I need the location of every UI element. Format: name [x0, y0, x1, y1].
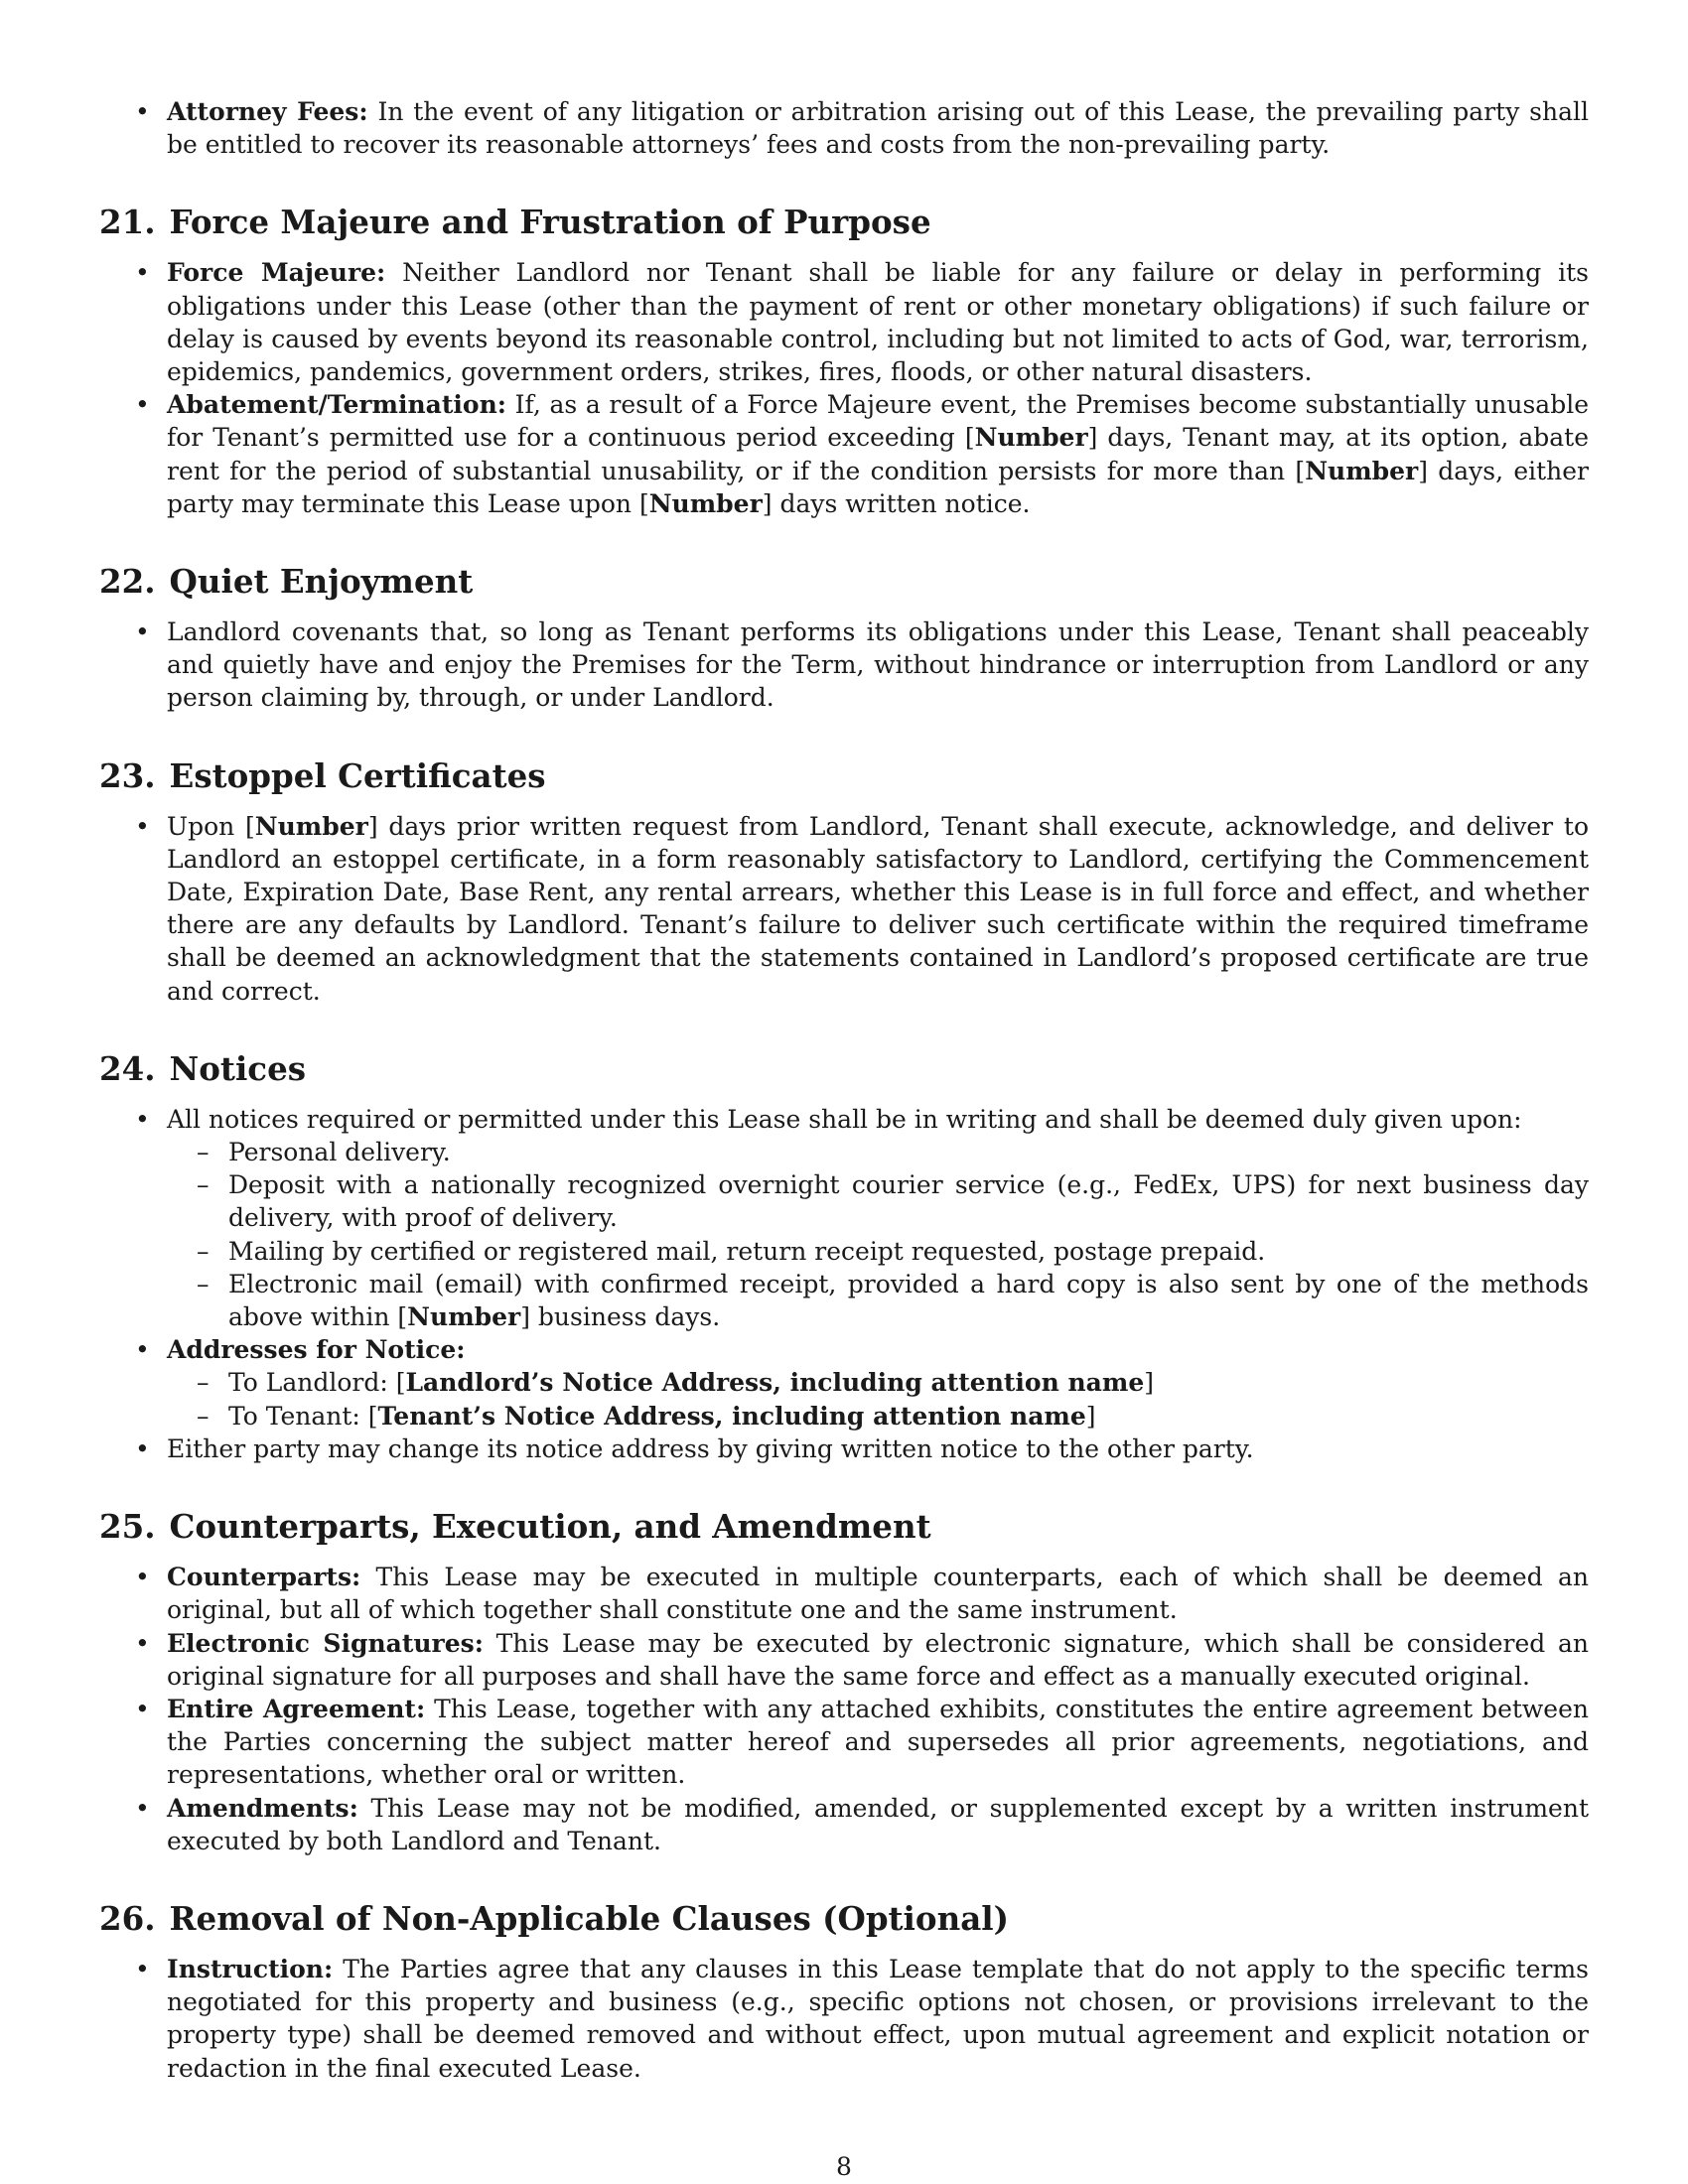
section-number: 22.	[99, 562, 156, 602]
clause-text: ]	[1144, 1368, 1154, 1398]
delivery-method	[167, 1268, 1589, 1333]
section-number: 23.	[99, 755, 156, 795]
section-title: Estoppel Certificates	[169, 755, 546, 795]
section-26-list	[99, 1953, 1589, 2085]
clause-label: Addresses for Notice:	[167, 1335, 466, 1365]
clause-text: To Landlord: [	[228, 1368, 406, 1398]
delivery-methods-list	[167, 1136, 1589, 1333]
placeholder-number: Number	[974, 423, 1088, 453]
document-page	[99, 95, 1589, 2085]
clause-label: Abatement/Termination:	[167, 390, 507, 420]
clause-text: Upon [	[167, 811, 255, 841]
section-25-heading	[99, 1507, 1589, 1547]
clause-text: In the event of any litigation or arbitration arising out of this Lease, the prevailing party shall be entitled to recover its reasonable attorneys’ fees and costs from the non-prevailing party.	[167, 97, 1589, 160]
clause-text: If, as a result of a Force Majeure event, the Premises become substantially unusable for Tenant’s permitted use for a continuous period exceeding [	[167, 390, 1589, 453]
placeholder-number: Number	[407, 1302, 521, 1332]
section-22-heading	[99, 562, 1589, 602]
section-title: Force Majeure and Frustration of Purpose	[169, 203, 931, 242]
section-26-heading	[99, 1899, 1589, 1939]
clause-label: Amendments:	[167, 1793, 358, 1823]
attorney-fees-list	[99, 95, 1589, 161]
section-title: Quiet Enjoyment	[169, 562, 474, 602]
section-21-list	[99, 256, 1589, 520]
force-majeure-clause	[99, 256, 1589, 388]
clause-label: Entire Agreement:	[167, 1694, 426, 1723]
entire-agreement-clause	[99, 1693, 1589, 1792]
clause-text: Neither Landlord nor Tenant shall be liable for any failure or delay in performing its obligations under this Lease (other than the payment of rent or other monetary obligations) if such failure or delay is caused by events beyond its reasonable control, including but not limited to acts of God, war, terrorism, epidemics, pandemics, government orders, strikes, fires, floods, or other natural disasters.	[167, 258, 1589, 387]
clause-text: ] days, Tenant may, at its option, abate rent for the period of substantial unusability, or if the condition persists for more than [	[167, 423, 1590, 485]
clause-text: This Lease, together with any attached exhibits, constitutes the entire agreement between the Parties concerning the subject matter hereof and supersedes all prior agreements, negotiations, and representations, whether oral or written.	[167, 1694, 1589, 1790]
section-21-heading	[99, 203, 1589, 242]
page-number: 8	[836, 2152, 852, 2181]
clause-text: ] days, either party may terminate this Lease upon [	[167, 456, 1590, 518]
section-title: Counterparts, Execution, and Amendment	[169, 1507, 931, 1547]
clause-label: Counterparts:	[167, 1563, 361, 1592]
delivery-method: – Personal delivery.	[167, 1136, 1589, 1168]
placeholder-address: Landlord’s Notice Address, including attention name	[405, 1368, 1145, 1398]
placeholder-number: Number	[254, 811, 368, 841]
clause-text: All notices required or permitted under this Lease shall be in writing and shall be deemed duly given upon:	[167, 1104, 1522, 1134]
clause-label: Electronic Signatures:	[167, 1628, 484, 1658]
clause-text: ] days written notice.	[762, 488, 1031, 518]
placeholder-number: Number	[648, 488, 763, 518]
section-title: Notices	[169, 1048, 307, 1088]
quiet-enjoyment-clause: • Landlord covenants that, so long as Tenant performs its obligations under this Lease, Tenant shall peaceably and quietly have and enjoy the Premises for the Term, without hindrance or interruption from Landlord or any person claiming by, through, or under Landlord.	[99, 615, 1589, 715]
clause-text: This Lease may not be modified, amended, or supplemented except by a written instrument executed by both Landlord and Tenant.	[167, 1793, 1589, 1855]
section-25-list	[99, 1561, 1589, 1857]
section-23-list	[99, 810, 1589, 1008]
section-number: 26.	[99, 1898, 156, 1938]
section-24-list	[99, 1103, 1589, 1465]
abatement-termination-clause	[99, 388, 1589, 520]
estoppel-clause	[99, 810, 1589, 1008]
clause-text: The Parties agree that any clauses in this Lease template that do not apply to the specific terms negotiated for this property and business (e.g., specific options not chosen, or provisions irrelevant to the property type) shall be deemed removed and without effect, upon mutual agreement and explicit notation or redaction in the final executed Lease.	[167, 1954, 1589, 2083]
placeholder-number: Number	[1305, 456, 1419, 485]
clause-text: This Lease may be executed in multiple counterparts, each of which shall be deemed an original, but all of which together shall constitute one and the same instrument.	[167, 1563, 1589, 1625]
instruction-clause	[99, 1953, 1589, 2085]
delivery-method: – Mailing by certified or registered mail, return receipt requested, postage prepaid.	[167, 1235, 1589, 1268]
tenant-address	[167, 1400, 1589, 1433]
placeholder-address: Tenant’s Notice Address, including attention name	[377, 1401, 1086, 1431]
section-title: Removal of Non-Applicable Clauses (Optional)	[169, 1898, 1009, 1938]
notices-intro-clause	[99, 1103, 1589, 1333]
clause-text: To Tenant: [	[228, 1401, 378, 1431]
clause-text: ]	[1085, 1401, 1096, 1431]
section-number: 25.	[99, 1507, 156, 1547]
attorney-fees-clause	[99, 95, 1589, 161]
landlord-address	[167, 1366, 1589, 1399]
section-23-heading	[99, 756, 1589, 796]
section-24-heading	[99, 1049, 1589, 1089]
section-number: 21.	[99, 203, 156, 242]
clause-label: Attorney Fees:	[167, 97, 368, 126]
delivery-method: – Deposit with a nationally recognized overnight courier service (e.g., FedEx, UPS) for next business day delivery, with proof of delivery.	[167, 1168, 1589, 1234]
clause-text: This Lease may be executed by electronic signature, which shall be considered an original signature for all purposes and shall have the same force and effect as a manually executed original.	[167, 1628, 1589, 1691]
section-number: 24.	[99, 1048, 156, 1088]
amendments-clause	[99, 1792, 1589, 1857]
clause-text: ] business days.	[520, 1302, 721, 1332]
counterparts-clause	[99, 1561, 1589, 1626]
clause-label: Force Majeure:	[167, 258, 386, 288]
clause-label: Instruction:	[167, 1954, 334, 1983]
clause-text: ] days prior written request from Landlord, Tenant shall execute, acknowledge, and deliver to Landlord an estoppel certificate, in a form reasonably satisfactory to Landlord, certifying the Commencement Date, Expiration Date, Base Rent, any rental arrears, whether this Lease is in full force and effect, and whether there are any defaults by Landlord. Tenant’s failure to deliver such certificate within the required timeframe shall be deemed an acknowledgment that the statements contained in Landlord’s proposed certificate are true and correct.	[167, 811, 1590, 1006]
electronic-signatures-clause	[99, 1627, 1589, 1693]
section-22-list	[99, 615, 1589, 715]
change-address-clause: • Either party may change its notice address by giving written notice to the other party.	[99, 1433, 1589, 1465]
addresses-for-notice-clause	[99, 1333, 1589, 1433]
clause-text: Electronic mail (email) with confirmed receipt, provided a hard copy is also sent by one of the methods above within [	[228, 1269, 1589, 1332]
notice-addresses-list	[167, 1366, 1589, 1432]
